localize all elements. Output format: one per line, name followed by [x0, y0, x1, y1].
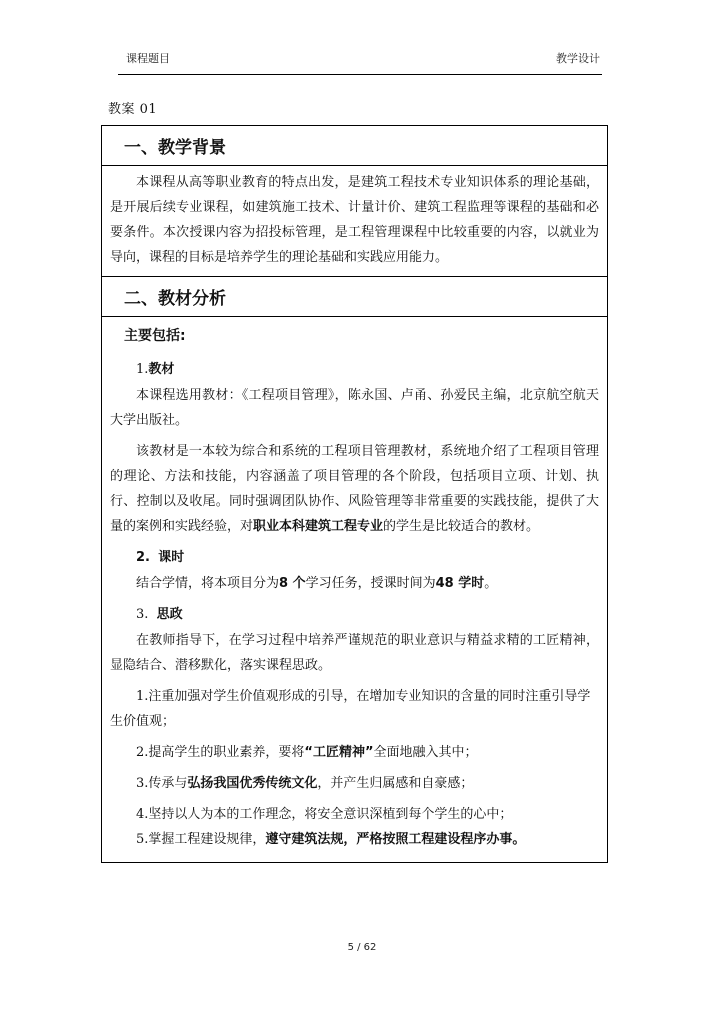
- textbook-heading-text: 教材: [148, 362, 175, 377]
- hours-total: 48 学时: [435, 576, 485, 591]
- ideology-item-3-text: 3.传承与: [136, 776, 188, 791]
- section-title-background: 一、教学背景: [102, 126, 607, 166]
- ideology-item-5: [110, 827, 599, 852]
- background-paragraph: 本课程从高等职业教育的特点出发，是建筑工程技术专业知识体系的理论基础，是开展后续专业课程，如建筑施工技术、计量计价、建筑工程监理等课程的基础和必要条件。本次授课内容为招投标管理，是工程管理课程中比较重要的内容，以就业为导向，课程的目标是培养学生的理论基础和实践应用能力。: [110, 175, 599, 265]
- ideology-item-1: 1.注重加强对学生价值观形成的引导，在增加专业知识的含量的同时注重引导学生价值观；: [110, 689, 591, 729]
- hours-heading: [110, 545, 599, 571]
- ideology-heading-text: 思政: [156, 607, 183, 622]
- textbook-paragraph-1: 本课程选用教材：《工程项目管理》，陈永国、卢甬、孙爱民主编，北京航空航天大学出版社。: [110, 388, 599, 428]
- ideology-item-2-emphasis: “工匠精神”: [304, 745, 374, 760]
- hours-text-a: 结合学情，将本项目分为: [136, 576, 280, 591]
- lesson-table: [101, 125, 608, 863]
- ideology-intro: 在教师指导下，在学习过程中培养严谨规范的职业意识与精益求精的工匠精神，显隐结合、潜移默化，落实课程思政。: [110, 633, 599, 673]
- ideology-item-5-text: 5.掌握工程建设规律，: [136, 832, 266, 847]
- main-include-heading: 主要包括:: [124, 328, 186, 344]
- textbook-heading-num: 1.: [136, 362, 149, 377]
- textbook-paragraph-2: [110, 439, 599, 539]
- hours-text-c: 。: [484, 576, 498, 591]
- ideology-item-3-tail: ，并产生归属感和自豪感；: [317, 776, 474, 791]
- hours-heading-text: 课时: [158, 550, 185, 565]
- ideology-item-5-emphasis: 遵守建筑法规，严格按照工程建设程序办事。: [265, 832, 526, 847]
- ideology-heading-num: 3.: [136, 607, 149, 622]
- header-divider: [118, 74, 602, 75]
- hours-heading-num: 2.: [136, 550, 150, 565]
- ideology-heading: [110, 602, 599, 628]
- page-number: 5 / 62: [347, 942, 377, 953]
- hours-text-b: 学习任务，授课时间为: [305, 576, 436, 591]
- ideology-item-2: [110, 740, 599, 765]
- textbook-heading: [110, 357, 599, 383]
- ideology-item-2-tail: 全面地融入其中；: [373, 745, 478, 760]
- analysis-cell: [102, 317, 607, 862]
- textbook-p2-text: 该教材是一本较为综合和系统的工程项目管理教材，系统地介绍了工程项目管理的理论、方法和技能，内容涵盖了项目管理的各个阶段，包括项目立项、计划、执行、控制以及收尾。同时强调团队协作、风险管理等非常重要的实践技能，提供了大量的案例和实践经验，对: [110, 444, 599, 534]
- textbook-p2-emphasis: 职业本科建筑工程专业: [253, 519, 384, 534]
- header-course-title: 课程题目: [126, 52, 170, 65]
- ideology-item-2-text: 2.提高学生的职业素养，要将: [136, 745, 305, 760]
- ideology-item-3: [110, 771, 599, 796]
- textbook-p2-tail: 的学生是比较适合的教材。: [383, 519, 540, 534]
- lesson-label: 教案 01: [108, 102, 158, 117]
- hours-paragraph: [110, 571, 599, 596]
- ideology-item-4: 4.坚持以人为本的工作理念，将安全意识深植到每个学生的心中；: [136, 807, 513, 822]
- ideology-item-3-emphasis: 弘扬我国优秀传统文化: [187, 776, 318, 791]
- header-doc-type: 教学设计: [556, 52, 600, 65]
- background-cell: [102, 166, 607, 277]
- hours-task-count: 8 个: [279, 576, 306, 591]
- section-title-analysis: 二、教材分析: [102, 277, 607, 317]
